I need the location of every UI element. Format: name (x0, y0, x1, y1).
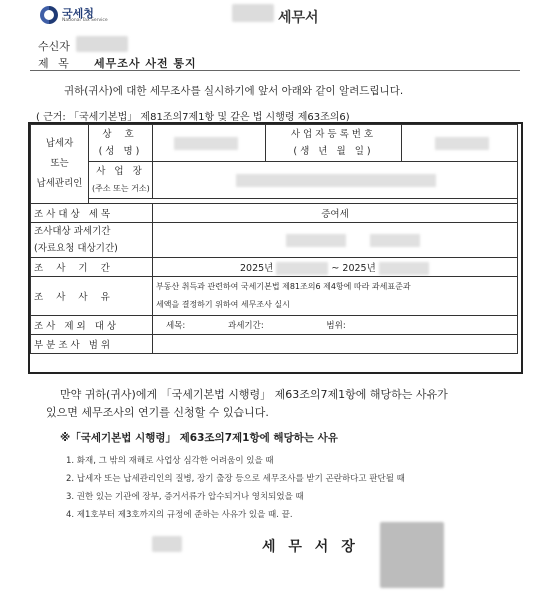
reasons-heading: ※「국세기본법 시행령」 제63조의7제1항에 해당하는 사유 (60, 432, 338, 444)
official-seal-redacted (380, 522, 444, 588)
taxpayer-label-cell: 납세자 또는 납세관리인 (31, 125, 89, 204)
trade-name-redacted (174, 137, 238, 150)
business-place-value (153, 162, 518, 199)
business-reg-label: 사업자등록번호 (생 년 월 일) (266, 125, 402, 162)
exclusion-label: 조사 제외 대상 (31, 316, 153, 335)
reason-item-4: 4. 제1호부터 제3호까지의 규정에 준하는 사유가 있을 때. 끝. (66, 510, 293, 520)
office-name-redacted (232, 4, 274, 22)
business-place-label: 사 업 장 (주소 또는 거소) (89, 162, 153, 199)
recipient-redacted (76, 36, 128, 52)
tax-item-value: 증여세 (153, 204, 518, 223)
subject-text: 세무조사 사전 통지 (94, 57, 197, 70)
recipient-label: 수신자 (38, 40, 70, 53)
audit-period-label: 조 사 기 간 (31, 258, 153, 277)
reason-value: 부동산 취득과 관련하여 국세기본법 제81조의6 제4항에 따라 과세표준과 세액을 결정하기 위하여 세무조사 실시 (153, 277, 518, 316)
period-redacted-2 (370, 234, 420, 247)
intro-text: 귀하(귀사)에 대한 세무조사를 실시하기에 앞서 아래와 같이 알려드립니다. (64, 85, 404, 97)
reason-item-3: 3. 권한 있는 기관에 장부, 증거서류가 압수되거나 영치되었을 때 (66, 492, 304, 502)
period-value (153, 223, 518, 258)
header-divider (30, 70, 520, 71)
office-title: 세무서 (278, 10, 319, 26)
period-label: 조사대상 과세기간 (자료요청 대상기간) (31, 223, 153, 258)
partial-value (153, 335, 518, 354)
legal-basis: ( 근거: 「국세기본법」 제81조의7제1항 및 같은 법 시행령 제63조의6) (36, 112, 350, 123)
agency-name: 국세청 (62, 7, 94, 20)
reason-label: 조 사 사 유 (31, 277, 153, 316)
notice-form-table (30, 124, 518, 354)
reason-item-2: 2. 납세자 또는 납세관리인의 질병, 장기 출장 등으로 세무조사를 받기 곤란하다고 판단될 때 (66, 474, 405, 484)
trade-name-label: 상 호 (성 명) (89, 125, 153, 162)
address-redacted (236, 174, 436, 187)
audit-end-redacted (379, 262, 429, 275)
office-name-redacted-footer (152, 536, 182, 552)
subject-label: 제 목 (38, 57, 72, 70)
audit-period-value: 2025년 ~ 2025년 (153, 258, 518, 277)
nts-logo-icon (40, 6, 58, 24)
audit-start-redacted (276, 262, 328, 275)
signature: 세 무 서 장 (262, 539, 359, 555)
partial-label: 부분조사 범위 (31, 335, 153, 354)
trade-name-value (153, 125, 266, 162)
notice-line-2: 있으면 세무조사의 연기를 신청할 수 있습니다. (46, 406, 269, 419)
reason-item-1: 1. 화재, 그 밖의 재해로 사업상 심각한 어려움이 있을 때 (66, 456, 274, 466)
notice-line-1: 만약 귀하(귀사)에게 「국세기본법 시행령」 제63조의7제1항에 해당하는 사유가 (60, 388, 448, 401)
business-reg-redacted (435, 137, 489, 150)
business-reg-value (402, 125, 518, 162)
tax-item-label: 조사대상 세목 (31, 204, 153, 223)
agency-name-en: National Tax Service (62, 18, 108, 23)
exclusion-value: 세목: 과세기간: 범위: (153, 316, 518, 335)
period-redacted-1 (286, 234, 346, 247)
